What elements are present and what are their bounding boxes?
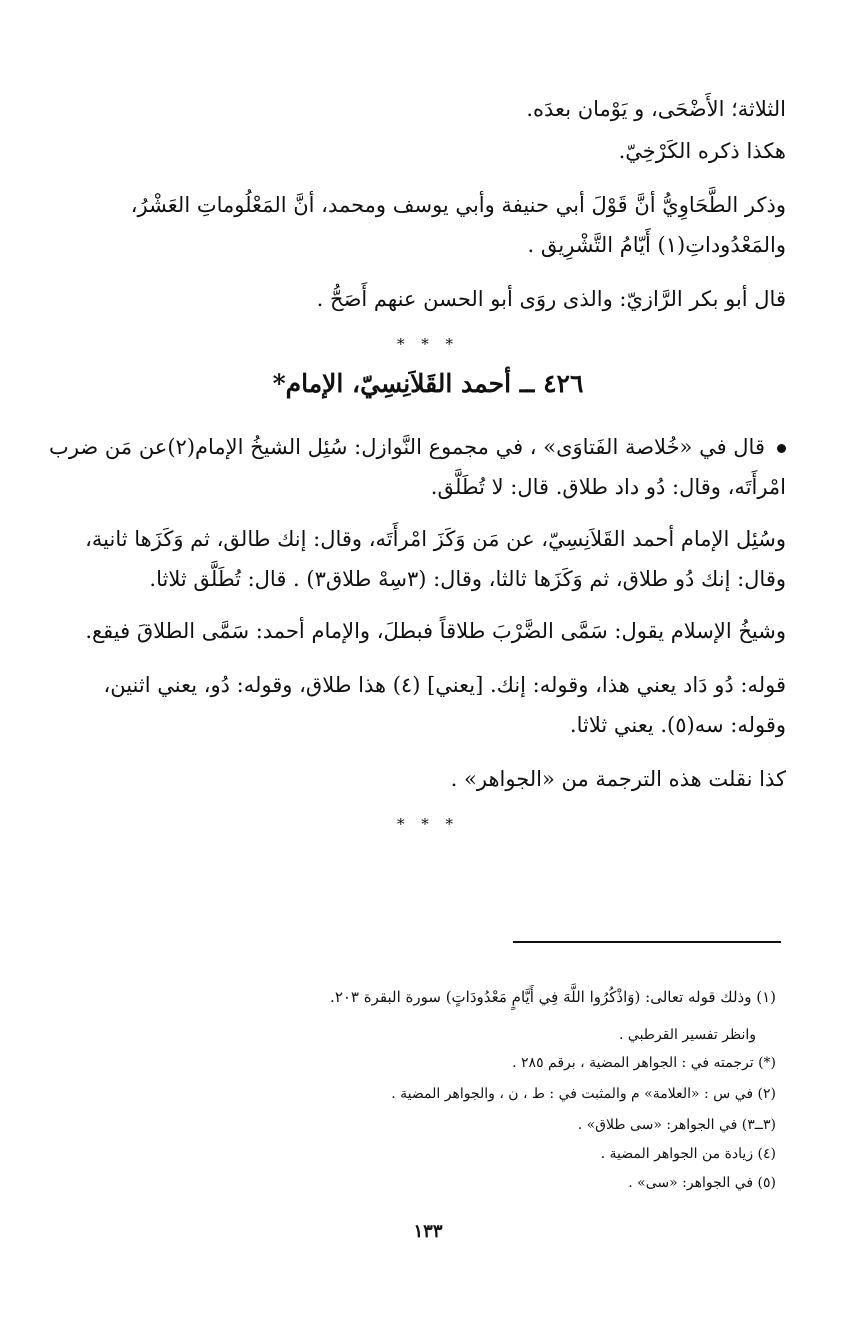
body-line: امْرأَتَه، وقال: دُو داد طلاق. قال: لا تُطَلَّق. bbox=[430, 475, 786, 499]
body-line: وذكر الطَّحَاوِيُّ أنَّ قَوْلَ أبي حنيفة وأبي يوسف ومحمد، أنَّ المَعْلُوماتِ العَشْرُ، bbox=[130, 193, 786, 217]
bullet-line: قال في «خُلاصة الفَتاوَى» ، في مجموع النَّوازل: سُئِل الشيخُ الإمام(٢)عن مَن ضرب bbox=[49, 435, 765, 459]
body-line: قوله: دُو دَاد يعني هذا، وقوله: إنك. [يعني] (٤) هذا طلاق، وقوله: دُو، يعني اثنين، bbox=[103, 673, 786, 697]
section-separator: * * * bbox=[396, 335, 460, 353]
footnote: وانظر تفسير القرطبي . bbox=[619, 1027, 756, 1043]
body-line: وقوله: سه(٥). يعني ثلاثا. bbox=[569, 713, 786, 737]
bullet-icon bbox=[777, 444, 786, 453]
body-line: كذا نقلت هذه الترجمة من «الجواهر» . bbox=[450, 767, 786, 791]
page-number: ١٣٣ bbox=[413, 1221, 443, 1242]
bullet-paragraph bbox=[49, 432, 786, 462]
body-line: وقال: إنك دُو طلاق، ثم وَكَزَها ثالثا، وقال: (٣سِهْ طلاق٣) . قال: تُطَلَّق ثلاثا. bbox=[149, 567, 786, 591]
body-line: والمَعْدُوداتِ(١) أَيّامُ التَّشْرِيق . bbox=[527, 233, 786, 257]
footnote: (٣ــ٣) في الجواهر: «سى طلاق» . bbox=[577, 1117, 776, 1133]
section-separator: * * * bbox=[396, 815, 460, 833]
footnote: (٤) زيادة من الجواهر المضية . bbox=[600, 1146, 776, 1162]
footnote: (*) ترجمته في : الجواهر المضية ، برقم ٢٨٥ . bbox=[512, 1055, 776, 1071]
footnote: (٥) في الجواهر: «سى» . bbox=[628, 1175, 776, 1191]
footnote-divider bbox=[513, 941, 781, 943]
body-line: وسُئِل الإمام أحمد القَلاَنِسِيّ، عن مَن وَكَزَ امْرأَتَه، وقال: إنك طالق، ثم وَكَزَها ثانية، bbox=[85, 527, 786, 551]
body-line: الثلاثة؛ الأَضْحَى، و يَوْمان بعدَه. bbox=[526, 97, 786, 121]
body-line: هكذا ذكره الكَرْخِيّ. bbox=[618, 139, 786, 163]
body-line: وشيخُ الإسلام يقول: سَمَّى الضَّرْبَ طلاقاً فبطلَ، والإمام أحمد: سَمَّى الطلاقَ فيقع. bbox=[85, 619, 786, 643]
body-line: قال أبو بكر الرَّازيّ: والذى روَى أبو الحسن عنهم أَصَحُّ . bbox=[316, 287, 786, 311]
entry-heading: ٤٢٦ ــ أحمد القَلاَنِسِيّ، الإمام* bbox=[272, 369, 584, 398]
footnote: (١) وذلك قوله تعالى: (وَاذْكُرُوا اللَّهَ فِي أَيَّامٍ مَعْدُودَاتٍ) سورة البقرة ٢٠٣. bbox=[330, 988, 776, 1006]
footnote: (٢) في س : «العلامة» م والمثبت في : ط ، ن ، والجواهر المضية . bbox=[391, 1086, 776, 1102]
